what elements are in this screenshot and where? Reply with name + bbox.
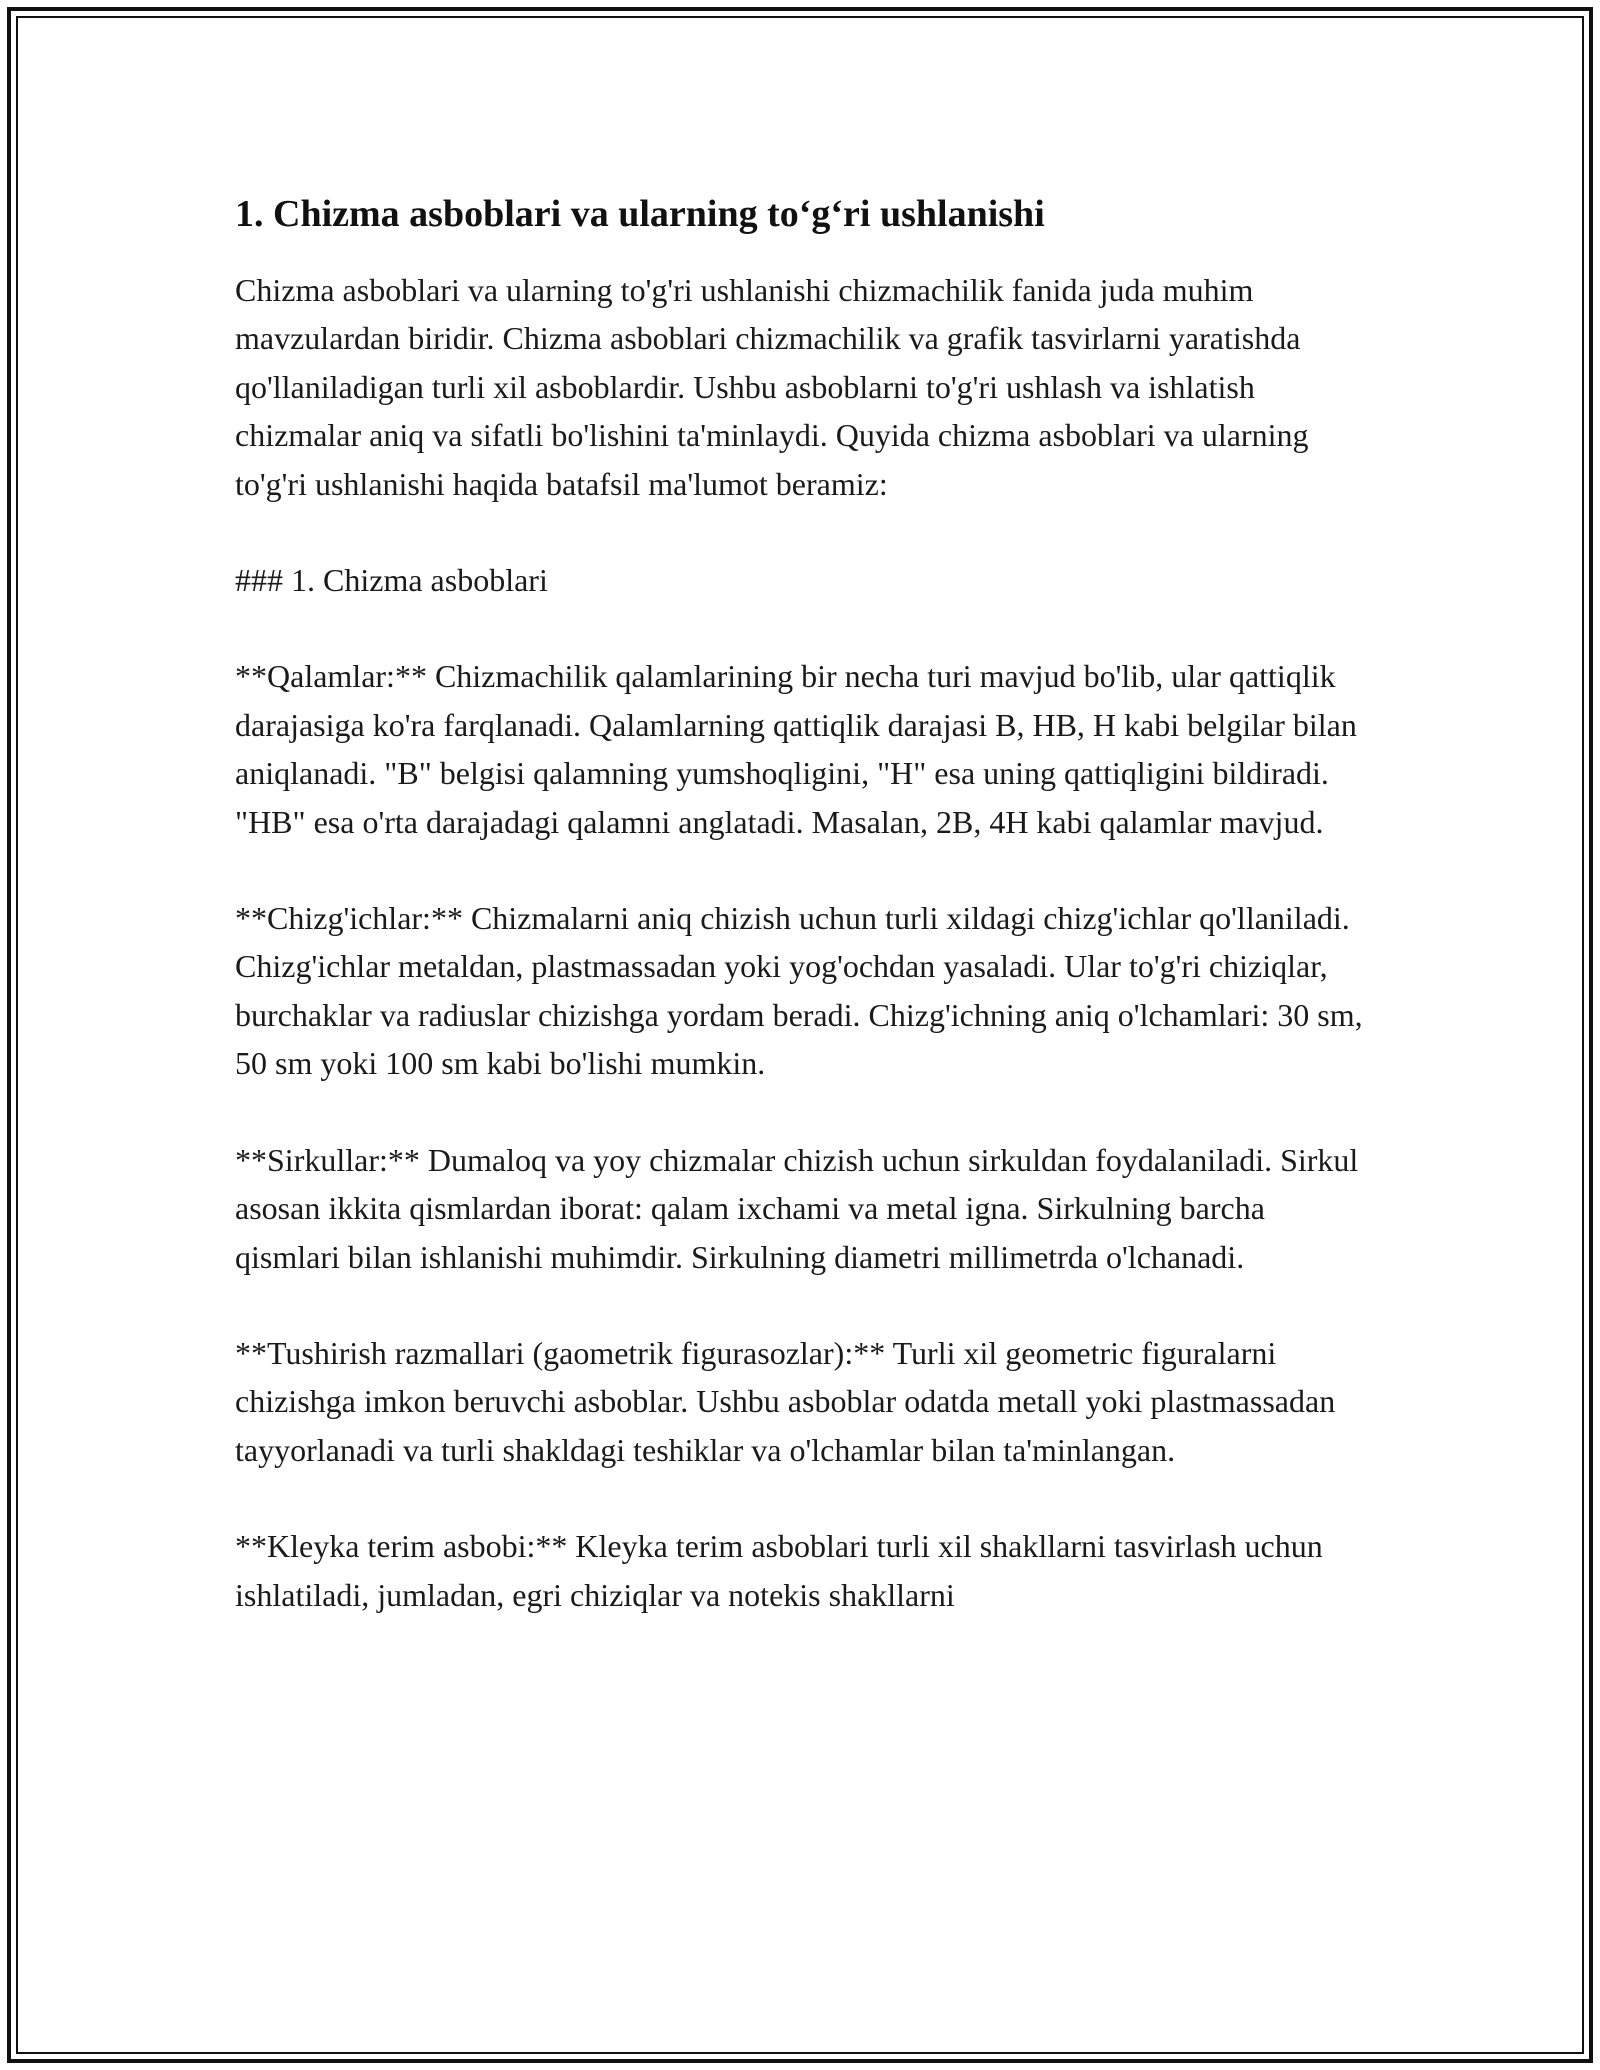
paragraph-chizgichlar: **Chizg'ichlar:** Chizmalarni aniq chizish uchun turli xildagi chizg'ichlar qo'llaniladi. Chizg'ichlar metaldan, plastmassadan yoki yog'ochdan yasaladi. Ular to'g'ri chiziqlar, burchaklar va radiuslar chizishga yordam beradi. Chizg'ichning aniq o'lchamlari: 30 sm, 50 sm yoki 100 sm kabi bo'lishi mumkin. [235,900,1363,1082]
paragraph-section-heading: ### 1. Chizma asboblari [235,562,548,599]
paragraph-kleyka-terim: **Kleyka terim asbobi:** Kleyka terim asboblari turli xil shakllarni tasvirlash uchun ishlatiladi, jumladan, egri chiziqlar va notekis shakllarni [235,1528,1323,1613]
paragraph-qalamlar: **Qalamlar:** Chizmachilik qalamlarining bir necha turi mavjud bo'lib, ular qattiqlik darajasiga ko'ra farqlanadi. Qalamlarning qattiqlik darajasi B, HB, H kabi belgilar bilan aniqlanadi. "B" belgisi qalamning yumshoqligini, "H" esa uning qattiqligini bildiradi. "HB" esa o'rta darajadagi qalamni anglatadi. Masalan, 2B, 4H kabi qalamlar mavjud. [235,658,1357,840]
document-title: 1. Chizma asboblari va ularning to‘g‘ri ushlanishi [235,193,1045,235]
paragraph-sirkullar: **Sirkullar:** Dumaloq va yoy chizmalar chizish uchun sirkuldan foydalaniladi. Sirkul asosan ikkita qismlardan iborat: qalam ixchami va metal igna. Sirkulning barcha qismlari bilan ishlanishi muhimdir. Sirkulning diametri millimetrda o'lchanadi. [235,1141,1359,1275]
document-body [235,186,1375,1619]
paragraph-intro: Chizma asboblari va ularning to'g'ri ushlanishi chizmachilik fanida juda muhim mavzulardan biridir. Chizma asboblari chizmachilik va grafik tasvirlarni yaratishda qo'llaniladigan turli xil asboblardir. Ushbu asboblarni to'g'ri ushlash va ishlatish chizmalar aniq va sifatli bo'lishini ta'minlaydi. Quyida chizma asboblari va ularning to'g'ri ushlanishi haqida batafsil ma'lumot beramiz: [235,272,1309,502]
paragraph-tushirish-razmallari: **Tushirish razmallari (gaometrik figurasozlar):** Turli xil geometric figuralarni chizishga imkon beruvchi asboblar. Ushbu asboblar odatda metall yoki plastmassadan tayyorlanadi va turli shakldagi teshiklar va o'lchamlar bilan ta'minlangan. [235,1334,1336,1468]
